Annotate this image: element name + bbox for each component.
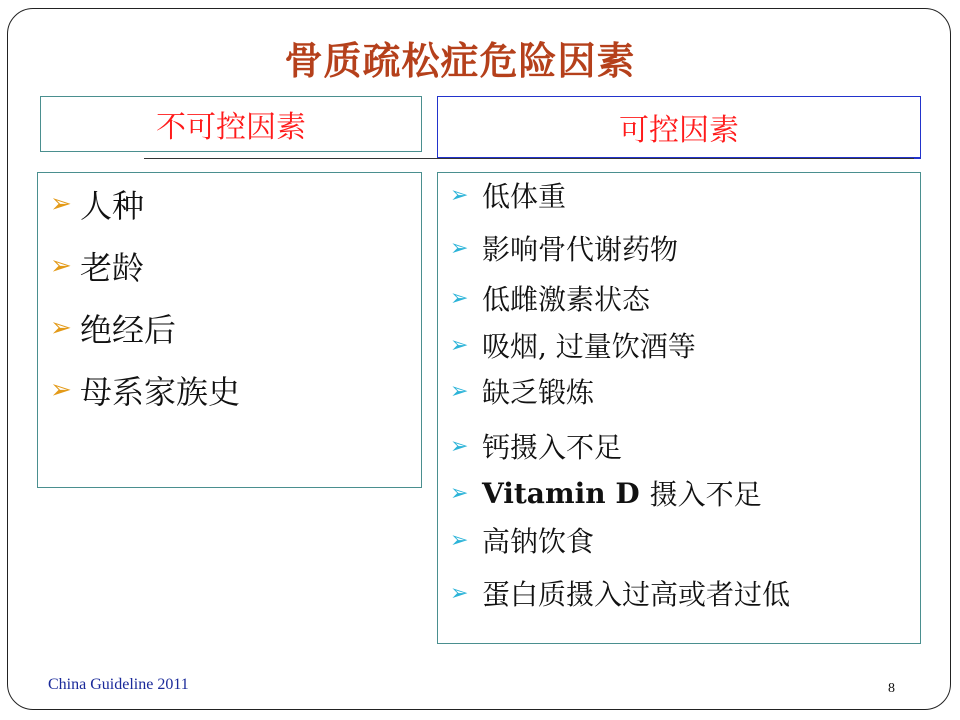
arrow-bullet-icon: ➢ [50,313,72,343]
arrow-bullet-icon: ➢ [50,189,72,219]
list-item-text: 高钠饮食 [482,525,595,558]
list-item [50,243,144,289]
list-item-text: 低雌激素状态 [482,283,651,316]
list-item [450,371,594,411]
list-item-text: 影响骨代谢药物 [482,233,679,266]
list-item-text: 摄入不足 [649,478,762,511]
uncontrollable-header-label: 不可控因素 [156,110,306,145]
footer-source: China Guideline 2011 [48,676,189,693]
list-item-text: 绝经后 [80,311,177,349]
arrow-bullet-icon: ➢ [450,332,469,358]
arrow-bullet-icon: ➢ [450,182,469,208]
list-item-text: 吸烟, 过量饮酒等 [482,330,696,363]
arrow-bullet-icon: ➢ [450,235,469,261]
list-item [450,325,696,365]
list-item [450,573,790,613]
list-item-text: 钙摄入不足 [482,431,623,464]
list-item [450,426,622,466]
list-item-text: 老龄 [80,249,145,287]
arrow-bullet-icon: ➢ [450,378,469,404]
list-item-text: 母系家族史 [80,373,241,411]
list-item-text: 缺乏锻炼 [482,376,595,409]
page-number: 8 [888,681,895,696]
uncontrollable-header [40,96,422,152]
controllable-header-label: 可控因素 [619,113,739,148]
header-divider [144,158,914,159]
list-item [50,367,240,413]
controllable-header [437,96,921,158]
arrow-bullet-icon: ➢ [50,251,72,281]
arrow-bullet-icon: ➢ [450,285,469,311]
arrow-bullet-icon: ➢ [450,480,469,506]
list-item [450,278,650,318]
list-item [50,305,176,351]
list-item [450,520,594,560]
arrow-bullet-icon: ➢ [450,433,469,459]
arrow-bullet-icon: ➢ [50,375,72,405]
arrow-bullet-icon: ➢ [450,527,469,553]
list-item [450,473,762,513]
list-item-text: 低体重 [482,180,567,213]
vitamin-d-label: Vitamin D [482,476,640,510]
controllable-factors-box [437,172,921,644]
slide-title: 骨质疏松症危险因素 [284,39,636,83]
list-item-text: 人种 [80,187,145,225]
list-item [50,181,144,227]
list-item-text: 蛋白质摄入过高或者过低 [482,578,791,611]
uncontrollable-factors-box [37,172,422,488]
arrow-bullet-icon: ➢ [450,580,469,606]
list-item [450,228,678,268]
list-item [450,175,566,215]
